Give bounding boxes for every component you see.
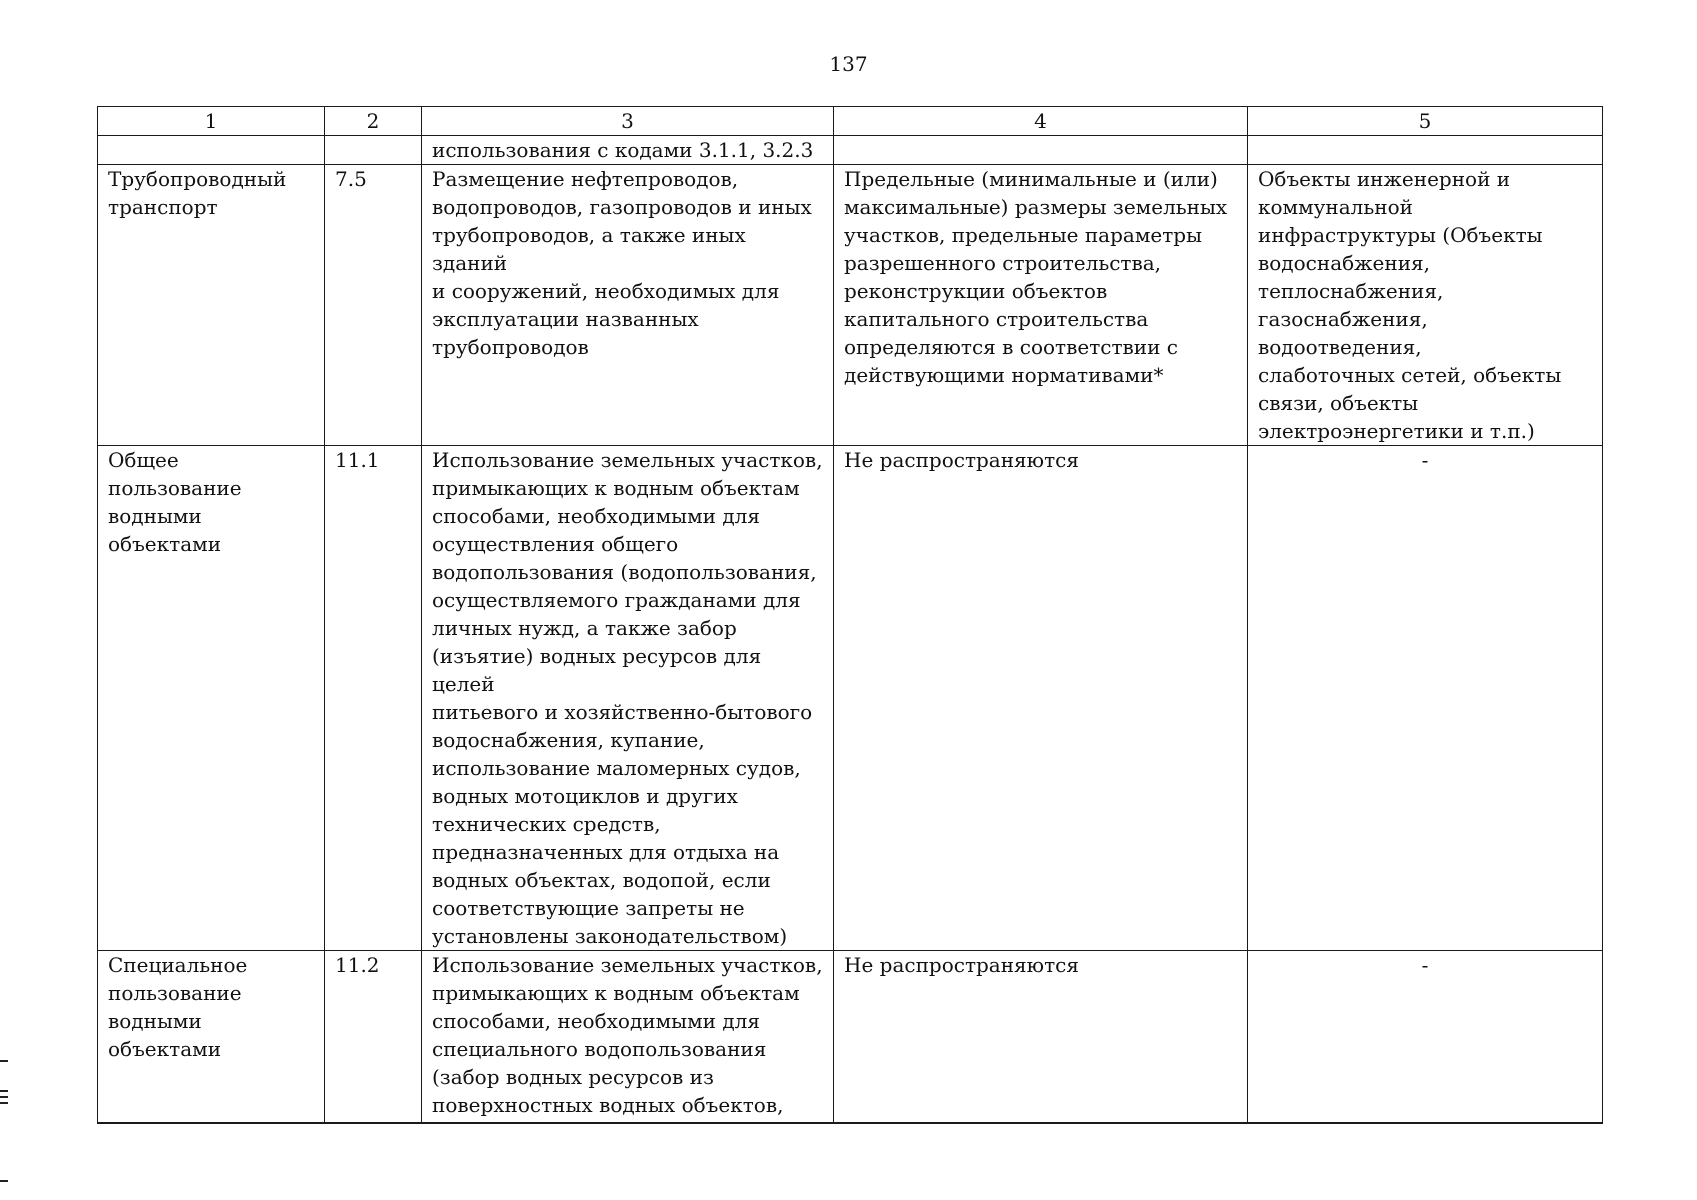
scan-edge-mark bbox=[0, 1102, 8, 1104]
use-type-parameters: Не распространяются bbox=[834, 951, 1248, 1123]
column-number-3: 3 bbox=[422, 107, 834, 136]
use-type-objects: - bbox=[1248, 446, 1603, 951]
continuation-col2 bbox=[325, 136, 422, 165]
continuation-description: использования с кодами 3.1.1, 3.2.3 bbox=[422, 136, 834, 165]
continuation-col5 bbox=[1248, 136, 1603, 165]
continuation-col4 bbox=[834, 136, 1248, 165]
continuation-row bbox=[98, 136, 1603, 165]
scan-edge-mark bbox=[0, 1060, 8, 1062]
table-row bbox=[98, 951, 1603, 1123]
table-row bbox=[98, 165, 1603, 446]
use-type-objects: - bbox=[1248, 951, 1603, 1123]
column-number-row bbox=[98, 107, 1603, 136]
use-type-parameters: Не распространяются bbox=[834, 446, 1248, 951]
table-row bbox=[98, 446, 1603, 951]
use-type-code: 7.5 bbox=[325, 165, 422, 446]
column-number-1: 1 bbox=[98, 107, 325, 136]
use-type-name: Трубопроводный транспорт bbox=[98, 165, 325, 446]
use-type-parameters: Предельные (минимальные и (или) максимальные) размеры земельных участков, предельные параметры разрешенного строительства, реконструкции объектов капитального строительства определяются в соответствии с действующими нормативами* bbox=[834, 165, 1248, 446]
column-number-4: 4 bbox=[834, 107, 1248, 136]
page-number: 137 bbox=[829, 52, 868, 76]
land-use-table bbox=[97, 106, 1603, 1124]
use-type-description: Использование земельных участков, примыкающих к водным объектам способами, необходимыми для осуществления общего водопользования (водопользования, осуществляемого гражданами для личных нужд, а также забор (изъятие) водных ресурсов для целей питьевого и хозяйственно-бытового водоснабжения, купание, использование маломерных судов, водных мотоциклов и других технических средств, предназначенных для отдыха на водных объектах, водопой, если соответствующие запреты не установлены законодательством) bbox=[422, 446, 834, 951]
use-type-name: Специальное пользование водными объектами bbox=[98, 951, 325, 1123]
column-number-2: 2 bbox=[325, 107, 422, 136]
use-type-code: 11.2 bbox=[325, 951, 422, 1123]
use-type-name: Общее пользование водными объектами bbox=[98, 446, 325, 951]
use-type-objects: Объекты инженерной и коммунальной инфраструктуры (Объекты водоснабжения, теплоснабжения, газоснабжения, водоотведения, слаботочных сетей, объекты связи, объекты электроэнергетики и т.п.) bbox=[1248, 165, 1603, 446]
scan-edge-mark bbox=[0, 1096, 8, 1098]
scan-edge-mark bbox=[0, 1180, 8, 1182]
continuation-col1 bbox=[98, 136, 325, 165]
use-type-description: Размещение нефтепроводов, водопроводов, газопроводов и иных трубопроводов, а также иных зданий и сооружений, необходимых для эксплуатации названных трубопроводов bbox=[422, 165, 834, 446]
use-type-description: Использование земельных участков, примыкающих к водным объектам способами, необходимыми для специального водопользования (забор водных ресурсов из поверхностных водных объектов, bbox=[422, 951, 834, 1123]
column-number-5: 5 bbox=[1248, 107, 1603, 136]
use-type-code: 11.1 bbox=[325, 446, 422, 951]
scan-edge-mark bbox=[0, 1090, 8, 1092]
